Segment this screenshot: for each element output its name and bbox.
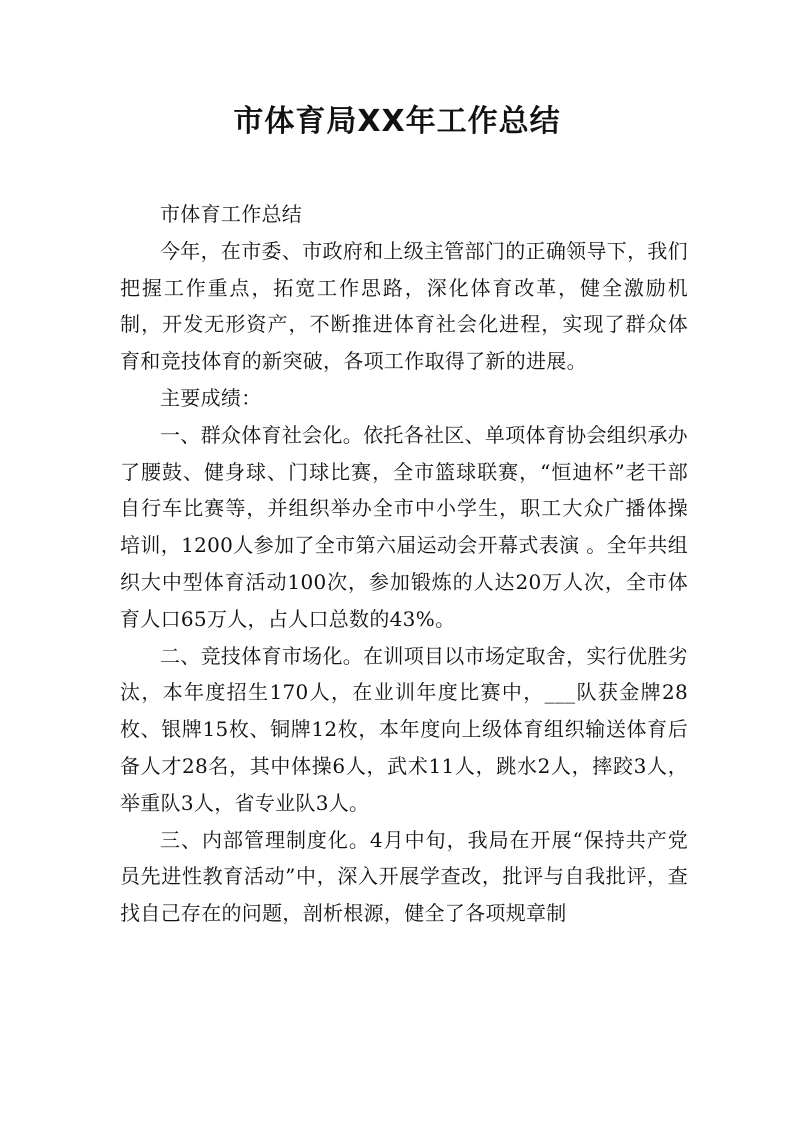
document-body [120,196,688,932]
paragraph-mass-sports: 一、群众体育社会化。依托各社区、单项体育协会组织承办了腰鼓、健身球、门球比赛，全市篮球联赛，“恒迪杯”老干部自行车比赛等，并组织举办全市中小学生，职工大众广播体操培训，1200人参加了全市第六届运动会开幕式表演 。全年共组织大中型体育活动100次，参加锻炼的人达20万人次，全市体育人口65万人，占人口总数的43%。 [120,422,688,631]
paragraph-competitive-sports: 二、竞技体育市场化。在训项目以市场定取舍，实行优胜劣汰，本年度招生170人，在业训年度比赛中，___队获金牌28枚、银牌15枚、铜牌12枚，本年度向上级体育组织输送体育后备人才28名，其中体操6人，武术11人，跳水2人，摔跤3人，举重队3人，省专业队3人。 [120,643,688,815]
paragraph-intro: 今年，在市委、市政府和上级主管部门的正确领导下，我们把握工作重点，拓宽工作思路，深化体育改革，健全激励机制，开发无形资产，不断推进体育社会化进程，实现了群众体育和竞技体育的新突破，各项工作取得了新的进展。 [120,238,688,374]
document-title: 市体育局XX年工作总结 [233,104,561,139]
paragraph-subtitle: 市体育工作总结 [160,202,303,226]
paragraph-internal-management: 三、内部管理制度化。4月中旬，我局在开展“保持共产党员先进性教育活动”中，深入开展学查改，批评与自我批评，查找自己存在的问题，剖析根源，健全了各项规章制 [120,827,688,926]
paragraph-achievements-heading: 主要成绩： [160,385,262,410]
